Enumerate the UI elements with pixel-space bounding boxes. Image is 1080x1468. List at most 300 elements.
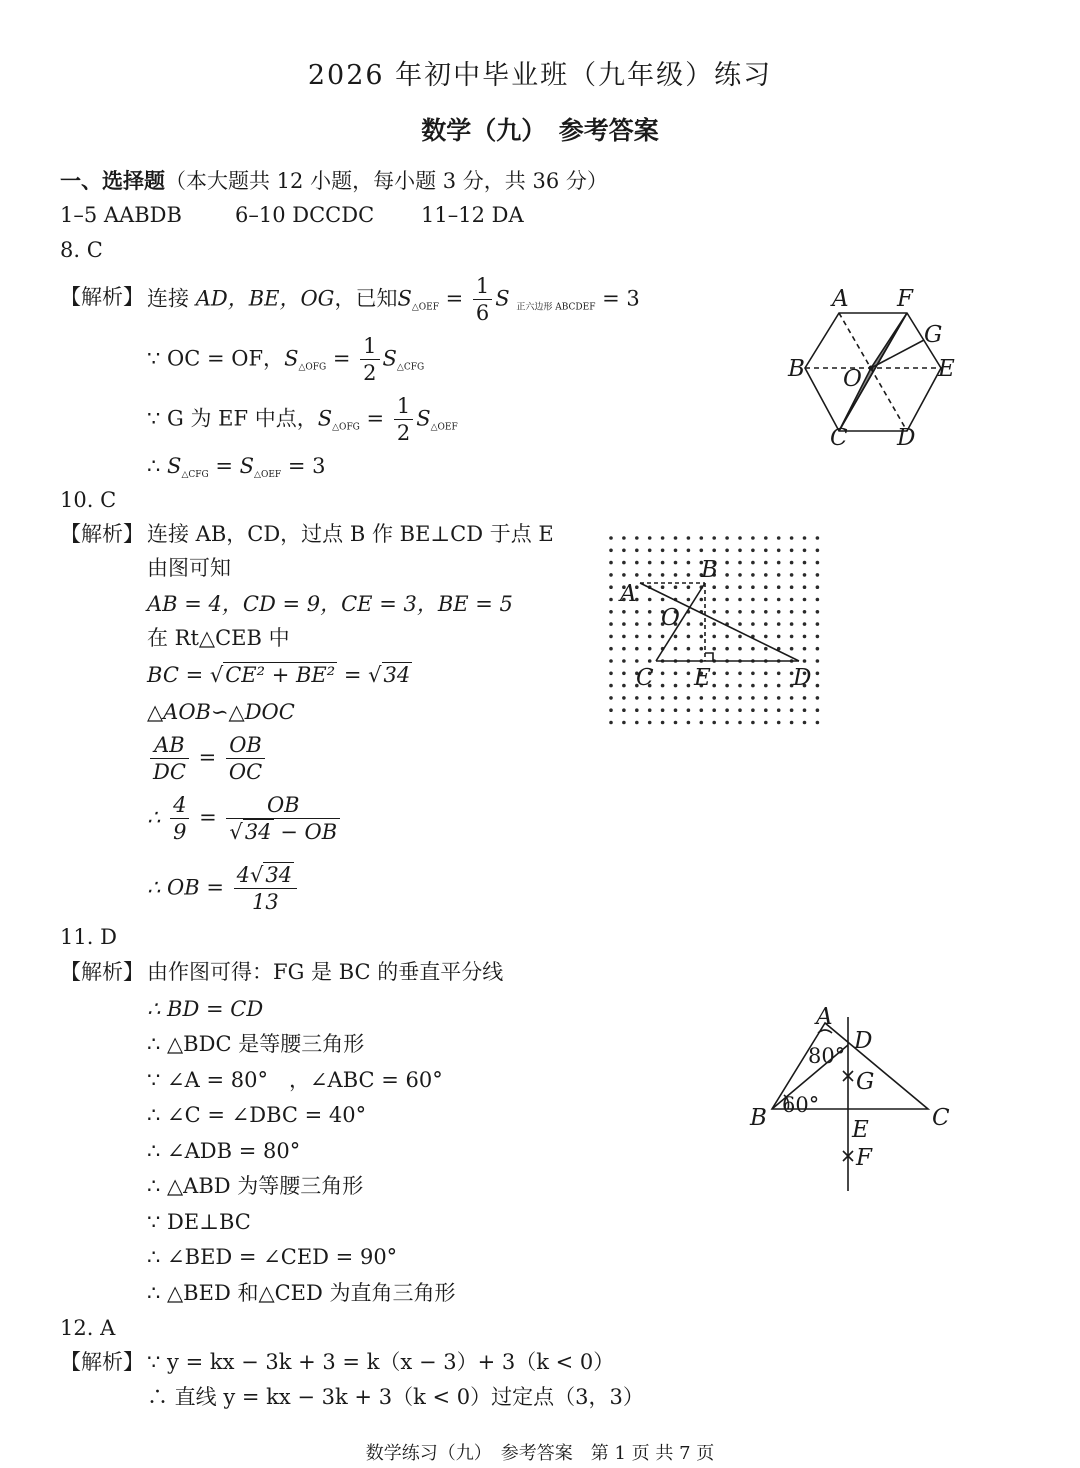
grid-dot <box>777 635 781 639</box>
grid-dot <box>712 610 716 614</box>
grid-dot <box>751 598 755 602</box>
grid-dot <box>764 635 768 639</box>
q10-bc-line: BC = √CE² + BE² = √34 <box>147 663 411 687</box>
q11-line-7: ∴ △ABD 为等腰三角形 <box>147 1174 364 1198</box>
grid-dot <box>687 635 691 639</box>
grid-dot <box>738 598 742 602</box>
grid-dot <box>777 672 781 676</box>
q10-label: 10. C <box>60 488 117 512</box>
grid-dot <box>725 721 729 725</box>
grid-dot <box>712 684 716 688</box>
grid-dot <box>803 573 807 577</box>
grid-dot <box>725 573 729 577</box>
denominator: 2 <box>396 421 411 446</box>
grid-dot <box>687 598 691 602</box>
q11-line-4: ∵ ∠A = 80° ，∠ABC = 60° <box>147 1068 443 1092</box>
grid-dot <box>738 585 742 589</box>
grid-dot <box>777 622 781 626</box>
text: = <box>199 805 217 830</box>
grid-dot <box>790 573 794 577</box>
q11-line-9: ∴ ∠BED = ∠CED = 90° <box>147 1245 398 1269</box>
denominator: 13 <box>252 890 279 915</box>
text: = 3 <box>602 286 640 311</box>
grid-dot <box>712 647 716 651</box>
label-d: D <box>854 1028 873 1054</box>
grid-dot <box>751 561 755 565</box>
grid-dot <box>790 635 794 639</box>
grid-dot <box>661 708 665 712</box>
grid-dot <box>674 549 678 553</box>
q8-label: 8. C <box>60 238 103 262</box>
grid-dot <box>609 672 613 676</box>
dot-grid-figure <box>608 535 823 730</box>
grid-dot <box>790 598 794 602</box>
q11-line-10: ∴ △BED 和△CED 为直角三角形 <box>147 1281 456 1305</box>
grid-dot <box>609 721 613 725</box>
grid-dot <box>790 536 794 540</box>
grid-dot <box>622 622 626 626</box>
grid-dot <box>803 635 807 639</box>
fraction <box>473 273 492 327</box>
q10-line-3: AB = 4，CD = 9，CE = 3，BE = 5 <box>147 592 513 616</box>
grid-dot <box>738 696 742 700</box>
text: ∴ <box>147 805 161 830</box>
grid-dot <box>700 696 704 700</box>
grid-dot <box>738 573 742 577</box>
grid-dot <box>661 585 665 589</box>
text: 4 <box>236 863 251 887</box>
subscript: △OEF <box>411 302 439 313</box>
grid-dot <box>738 536 742 540</box>
grid-dot <box>635 647 639 651</box>
label-e: E <box>938 356 955 382</box>
grid-dot <box>803 598 807 602</box>
grid-dot <box>622 708 626 712</box>
radicand: 34 <box>244 820 272 845</box>
grid-dot <box>803 647 807 651</box>
grid-dot <box>648 598 652 602</box>
grid-dot <box>790 549 794 553</box>
label-b: B <box>701 557 718 583</box>
grid-dot <box>803 659 807 663</box>
grid-dot <box>712 549 716 553</box>
grid-dot <box>764 721 768 725</box>
q10-line-4: 在 Rt△CEB 中 <box>147 626 290 650</box>
fraction <box>394 393 413 447</box>
grid-dot <box>725 536 729 540</box>
grid-dot <box>790 696 794 700</box>
grid-dot <box>816 647 820 651</box>
grid-dot <box>751 536 755 540</box>
q12-line-1: ∵ y = kx − 3k + 3 = k（x − 3）+ 3（k < 0） <box>147 1350 615 1374</box>
grid-dot <box>674 635 678 639</box>
grid-dot <box>700 536 704 540</box>
grid-dot <box>712 696 716 700</box>
grid-dot <box>661 549 665 553</box>
grid-dot <box>790 610 794 614</box>
grid-dot <box>803 549 807 553</box>
grid-dot <box>764 598 768 602</box>
grid-dot <box>635 610 639 614</box>
grid-dot <box>790 622 794 626</box>
grid-dot <box>609 610 613 614</box>
grid-dot <box>674 721 678 725</box>
grid-dot <box>622 721 626 725</box>
q10-ratio-2 <box>147 792 343 846</box>
grid-dot <box>635 721 639 725</box>
grid-dot <box>751 573 755 577</box>
grid-dot <box>738 684 742 688</box>
grid-dot <box>803 622 807 626</box>
label-c: C <box>636 665 654 691</box>
label-d: D <box>897 425 916 451</box>
fraction <box>226 792 340 846</box>
grid-dot <box>674 696 678 700</box>
grid-dot <box>764 561 768 565</box>
subscript: △OEF <box>430 422 458 433</box>
grid-dot <box>661 721 665 725</box>
hexagon-figure <box>778 286 978 451</box>
grid-dot <box>712 635 716 639</box>
text: − OB <box>273 820 338 845</box>
grid-dot <box>777 696 781 700</box>
grid-dot <box>622 684 626 688</box>
grid-dot <box>648 635 652 639</box>
grid-dot <box>790 561 794 565</box>
right-angle-mark <box>705 653 713 661</box>
subscript: 正六边形 ABCDEF <box>516 302 596 313</box>
numerator: OB <box>226 792 340 819</box>
grid-dot <box>764 696 768 700</box>
grid-dot <box>777 536 781 540</box>
grid-dot <box>635 549 639 553</box>
text: = <box>343 663 362 687</box>
grid-dot <box>725 610 729 614</box>
grid-dot <box>777 684 781 688</box>
q11-line-3: ∴ △BDC 是等腰三角形 <box>147 1032 365 1056</box>
area-symbol: S <box>495 286 510 311</box>
fraction <box>234 862 298 916</box>
grid-dot <box>609 598 613 602</box>
denominator: OC <box>228 760 263 785</box>
grid-dot <box>609 573 613 577</box>
grid-dot <box>816 659 820 663</box>
denominator: 6 <box>475 301 490 326</box>
grid-dot <box>635 561 639 565</box>
grid-dot <box>635 622 639 626</box>
label-f: F <box>897 286 913 312</box>
triangle-figure <box>748 1005 963 1195</box>
grid-dot <box>816 672 820 676</box>
q11-line-1: 由作图可得：FG 是 BC 的垂直平分线 <box>147 960 504 984</box>
grid-dot <box>674 647 678 651</box>
grid-dot <box>648 622 652 626</box>
grid-dot <box>751 622 755 626</box>
grid-dot <box>725 672 729 676</box>
q8-jiexi: 【解析】 <box>60 285 144 309</box>
label-g: G <box>924 322 943 348</box>
grid-dot <box>725 684 729 688</box>
grid-dot <box>674 672 678 676</box>
label-o: O <box>661 605 680 631</box>
grid-dot <box>687 549 691 553</box>
grid-dot <box>648 696 652 700</box>
grid-dot <box>764 684 768 688</box>
grid-dot <box>700 647 704 651</box>
grid-dot <box>803 708 807 712</box>
grid-dot <box>700 598 704 602</box>
grid-dot <box>725 647 729 651</box>
grid-dot <box>687 647 691 651</box>
grid-dot <box>687 672 691 676</box>
grid-dot <box>700 721 704 725</box>
text: BC = <box>147 663 204 687</box>
grid-dot <box>725 635 729 639</box>
grid-dot <box>687 708 691 712</box>
grid-dot <box>725 585 729 589</box>
grid-dot <box>777 561 781 565</box>
grid-dot <box>661 684 665 688</box>
grid-dot <box>687 585 691 589</box>
q10-line-2: 由图可知 <box>147 556 231 580</box>
grid-dot <box>777 585 781 589</box>
grid-dot <box>816 549 820 553</box>
grid-dot <box>764 536 768 540</box>
label-f: F <box>856 1145 872 1171</box>
grid-dot <box>777 573 781 577</box>
grid-dot <box>648 549 652 553</box>
numerator: 4√34 <box>234 862 298 889</box>
q11-line-2: ∴ BD = CD <box>147 997 264 1021</box>
grid-dot <box>751 549 755 553</box>
label-c: C <box>932 1105 950 1131</box>
grid-dot <box>816 598 820 602</box>
section-note: （本大题共 12 小题，每小题 3 分，共 36 分） <box>165 169 608 193</box>
grid-dot <box>622 573 626 577</box>
denominator: DC <box>153 760 186 785</box>
grid-dot <box>816 622 820 626</box>
subscript: △CFG <box>396 362 425 373</box>
q11-line-5: ∴ ∠C = ∠DBC = 40° <box>147 1103 367 1127</box>
grid-dot <box>738 622 742 626</box>
q11-line-6: ∴ ∠ADB = 80° <box>147 1139 301 1163</box>
grid-dot <box>635 708 639 712</box>
label-c: C <box>830 425 848 451</box>
grid-dot <box>661 672 665 676</box>
grid-dot <box>712 672 716 676</box>
grid-dot <box>790 708 794 712</box>
grid-dot <box>803 561 807 565</box>
grid-dot <box>635 536 639 540</box>
grid-dot <box>816 635 820 639</box>
grid-dot <box>738 708 742 712</box>
grid-dot <box>816 696 820 700</box>
grid-dot <box>725 549 729 553</box>
grid-dot <box>790 647 794 651</box>
grid-dot <box>777 708 781 712</box>
grid-dot <box>738 635 742 639</box>
grid-dot <box>661 696 665 700</box>
page-title: 2026 年初中毕业班（九年级）练习 <box>307 60 773 91</box>
grid-dot <box>738 672 742 676</box>
text: 连接 <box>147 286 189 311</box>
grid-dot <box>609 585 613 589</box>
label-o: O <box>843 366 862 392</box>
grid-dot <box>622 659 626 663</box>
grid-dot <box>609 659 613 663</box>
grid-dot <box>700 622 704 626</box>
section-title: 一、选择题 <box>60 168 165 193</box>
grid-dot <box>764 708 768 712</box>
grid-dot <box>712 585 716 589</box>
label-e: E <box>694 665 711 691</box>
label-a: A <box>816 1004 833 1030</box>
q8-line-4: ∴ S△CFG = S△OEF = 3 <box>147 454 326 480</box>
grid-dot <box>609 635 613 639</box>
grid-dot <box>661 561 665 565</box>
grid-dot <box>738 549 742 553</box>
q8-line-2: ∵ OC = OF，S△OFG = $\frac{1}{2}$ S△CFG <box>147 334 425 386</box>
numerator: 1 <box>473 273 492 300</box>
grid-dot <box>764 549 768 553</box>
text: ∴ OB = <box>147 875 224 900</box>
grid-dot <box>764 585 768 589</box>
grid-dot <box>648 721 652 725</box>
grid-dot <box>700 549 704 553</box>
grid-dot <box>661 635 665 639</box>
grid-dot <box>687 536 691 540</box>
angle-a-label: 80° <box>808 1044 846 1068</box>
grid-dot <box>622 610 626 614</box>
grid-dot <box>738 721 742 725</box>
grid-dot <box>687 561 691 565</box>
grid-dot <box>674 585 678 589</box>
grid-dot <box>622 561 626 565</box>
label-g: G <box>856 1069 875 1095</box>
angle-b-label: 60° <box>782 1093 820 1117</box>
grid-dot <box>712 622 716 626</box>
answer-group-3: 11–12 DA <box>421 203 524 227</box>
label-a: A <box>620 581 637 607</box>
grid-dot <box>609 647 613 651</box>
grid-dot <box>751 647 755 651</box>
grid-dot <box>777 610 781 614</box>
grid-dot <box>674 536 678 540</box>
grid-dot <box>700 708 704 712</box>
denominator: 9 <box>173 820 187 845</box>
grid-dot <box>751 684 755 688</box>
subscript: △OEF <box>254 470 282 480</box>
grid-dot <box>751 696 755 700</box>
grid-dot <box>635 659 639 663</box>
radicand: CE² + BE² <box>225 663 336 687</box>
grid-dot <box>622 549 626 553</box>
grid-dot <box>803 610 807 614</box>
grid-dot <box>751 585 755 589</box>
q12-label: 12. A <box>60 1316 116 1340</box>
grid-dot <box>725 708 729 712</box>
label-b: B <box>750 1105 767 1131</box>
answer-group-1: 1–5 AABDB <box>60 203 182 227</box>
grid-dot <box>674 708 678 712</box>
grid-dot <box>738 561 742 565</box>
subscript: △CFG <box>181 470 209 480</box>
grid-dot <box>725 561 729 565</box>
grid-dot <box>712 721 716 725</box>
denominator: √34 − OB <box>229 820 338 845</box>
grid-dot <box>803 536 807 540</box>
grid-dot <box>816 573 820 577</box>
grid-dot <box>661 573 665 577</box>
segment-list: AD，BE，OG <box>195 286 335 311</box>
grid-dot <box>687 696 691 700</box>
grid-dot <box>674 561 678 565</box>
grid-dot <box>751 672 755 676</box>
grid-dot <box>803 721 807 725</box>
grid-dot <box>609 708 613 712</box>
grid-dot <box>648 610 652 614</box>
grid-dot <box>712 536 716 540</box>
grid-dot <box>609 536 613 540</box>
denominator: 2 <box>363 361 377 386</box>
grid-dot <box>609 549 613 553</box>
radicand: 34 <box>265 863 293 887</box>
grid-dot <box>648 647 652 651</box>
grid-dot <box>648 573 652 577</box>
grid-dot <box>609 696 613 700</box>
subscript: △OFG <box>332 422 360 433</box>
numerator: AB <box>150 732 189 759</box>
q11-label: 11. D <box>60 925 117 949</box>
numerator: 1 <box>394 393 413 420</box>
q11-jiexi: 【解析】 <box>60 960 144 984</box>
fraction <box>150 732 189 786</box>
grid-dot <box>816 585 820 589</box>
grid-dot <box>609 684 613 688</box>
grid-dot <box>687 684 691 688</box>
grid-dot <box>700 635 704 639</box>
grid-dot <box>648 659 652 663</box>
grid-dot <box>648 561 652 565</box>
numerator: OB <box>226 732 265 759</box>
grid-dot <box>661 536 665 540</box>
segment-og <box>871 340 924 368</box>
grid-dot <box>635 573 639 577</box>
page-footer: 数学练习（九） 参考答案 第 1 页 共 7 页 <box>365 1443 715 1464</box>
grid-dot <box>764 672 768 676</box>
text: = <box>198 745 217 770</box>
grid-dot <box>687 573 691 577</box>
text: ，已知 <box>334 286 398 311</box>
grid-dot <box>764 610 768 614</box>
grid-dot <box>790 721 794 725</box>
label-b: B <box>788 356 805 382</box>
grid-dot <box>687 622 691 626</box>
grid-dot <box>751 610 755 614</box>
label-a: A <box>832 286 849 312</box>
grid-dot <box>816 536 820 540</box>
text: ∵ G 为 EF 中点， <box>147 406 318 431</box>
numerator: 4 <box>170 792 189 819</box>
grid-dot <box>803 696 807 700</box>
text: ∵ OC = OF， <box>147 346 285 371</box>
grid-dot <box>674 573 678 577</box>
q10-ratio <box>147 732 268 786</box>
grid-dot <box>738 610 742 614</box>
grid-dot <box>816 610 820 614</box>
q10-ob-result <box>147 862 300 916</box>
grid-dot <box>609 622 613 626</box>
